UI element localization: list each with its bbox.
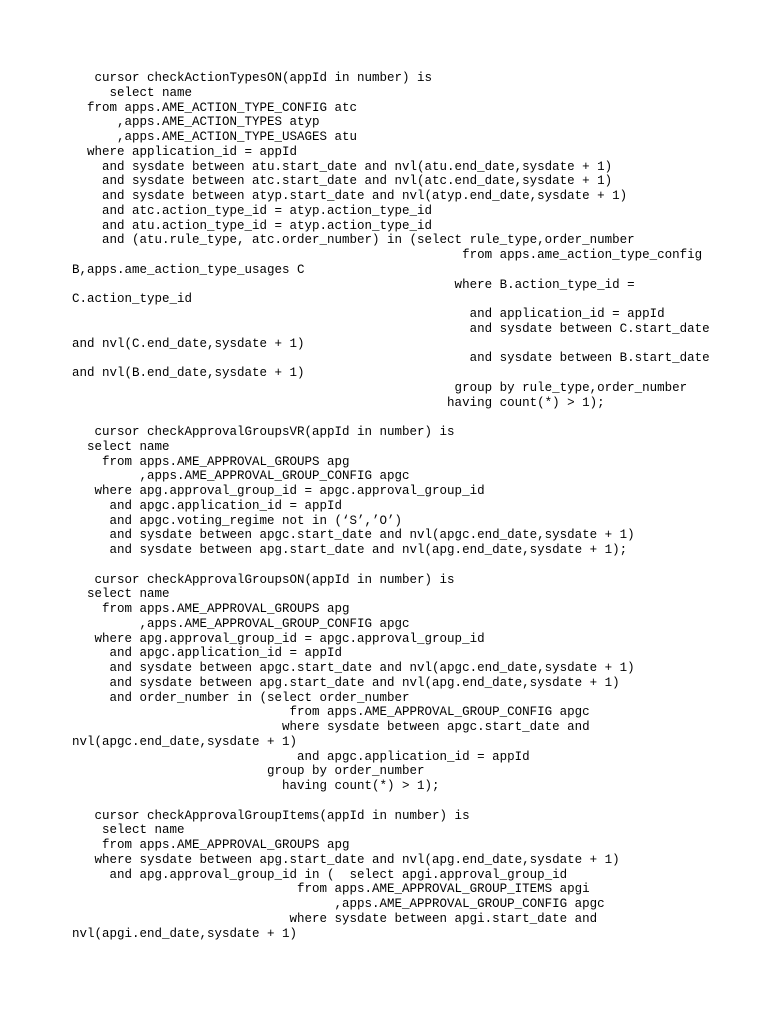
code-line: from apps.AME_ACTION_TYPE_CONFIG atc (72, 100, 358, 115)
code-line: having count(*) > 1); (72, 395, 605, 410)
code-line: ,apps.AME_APPROVAL_GROUP_CONFIG apgc (72, 897, 605, 911)
code-line: and sysdate between B.start_date (72, 351, 710, 366)
code-line: ,apps.AME_APPROVAL_GROUP_CONFIG apgc (72, 469, 410, 484)
code-line: and sysdate between apgc.start_date and nvl(apgc.end_date,sysdate + 1) (72, 528, 635, 543)
code-line: ,apps.AME_ACTION_TYPE_USAGES atu (72, 130, 358, 144)
code-line: and order_number in (select order_number (72, 690, 410, 705)
code-line: and apgc.application_id = appId (72, 749, 530, 764)
code-line: and apg.approval_group_id in ( select apgi.approval_group_id (72, 867, 568, 882)
code-line: and nvl(B.end_date,sysdate + 1) (72, 366, 305, 380)
code-line: where application_id = appId (72, 144, 298, 159)
code-line: where apg.approval_group_id = apgc.approval_group_id (72, 631, 485, 646)
code-line: and sysdate between apgc.start_date and nvl(apgc.end_date,sysdate + 1) (72, 661, 635, 675)
code-line: and sysdate between atc.start_date and nvl(atc.end_date,sysdate + 1) (72, 174, 613, 189)
code-line: and sysdate between C.start_date (72, 321, 710, 336)
code-line: group by rule_type,order_number (72, 380, 688, 395)
sql-code-block (72, 71, 752, 941)
code-line: and apgc.application_id = appId (72, 498, 343, 513)
code-line: and atc.action_type_id = atyp.action_type_id (72, 203, 433, 218)
code-line: having count(*) > 1); (72, 779, 440, 793)
code-line: where sysdate between apgi.start_date and (72, 911, 598, 926)
code-line: where sysdate between apgc.start_date and (72, 720, 590, 734)
code-line: nvl(apgc.end_date,sysdate + 1) (72, 734, 298, 749)
code-line: and atu.action_type_id = atyp.action_type_id (72, 218, 433, 233)
code-line: from apps.AME_APPROVAL_GROUP_CONFIG apgc (72, 705, 590, 720)
code-line: and sysdate between apg.start_date and nvl(apg.end_date,sysdate + 1) (72, 675, 620, 690)
code-line: where sysdate between apg.start_date and nvl(apg.end_date,sysdate + 1) (72, 852, 620, 867)
code-line: group by order_number (72, 764, 425, 779)
code-line: from apps.AME_APPROVAL_GROUPS apg (72, 838, 350, 852)
document-page (72, 71, 752, 941)
code-line: select name (72, 823, 185, 838)
code-line: where apg.approval_group_id = apgc.approval_group_id (72, 484, 485, 498)
code-line: cursor checkActionTypesON(appId in number) is (72, 71, 433, 85)
code-line: from apps.AME_APPROVAL_GROUPS apg (72, 602, 350, 616)
code-line: and nvl(C.end_date,sysdate + 1) (72, 336, 305, 351)
code-line: from apps.AME_APPROVAL_GROUPS apg (72, 454, 350, 469)
code-line: ,apps.AME_APPROVAL_GROUP_CONFIG apgc (72, 616, 410, 631)
code-line: ,apps.AME_ACTION_TYPES atyp (72, 115, 320, 130)
code-line: and apgc.application_id = appId (72, 646, 343, 661)
code-line: from apps.AME_APPROVAL_GROUP_ITEMS apgi (72, 882, 590, 897)
code-line: C.action_type_id (72, 292, 193, 307)
code-line: and sysdate between apg.start_date and nvl(apg.end_date,sysdate + 1); (72, 543, 628, 557)
code-line: cursor checkApprovalGroupItems(appId in number) is (72, 808, 470, 823)
code-line (72, 794, 752, 809)
code-line: and sysdate between atyp.start_date and nvl(atyp.end_date,sysdate + 1) (72, 189, 628, 203)
code-line: nvl(apgi.end_date,sysdate + 1) (72, 926, 298, 941)
code-line: select name (72, 439, 170, 454)
code-line: from apps.ame_action_type_config (72, 248, 703, 262)
code-line: select name (72, 587, 170, 602)
code-line: cursor checkApprovalGroupsON(appId in number) is (72, 572, 455, 587)
code-line: and sysdate between atu.start_date and nvl(atu.end_date,sysdate + 1) (72, 159, 613, 174)
code-line: where B.action_type_id = (72, 277, 635, 292)
code-line: and (atu.rule_type, atc.order_number) in (select rule_type,order_number (72, 233, 635, 248)
code-line: select name (72, 85, 193, 100)
code-line (72, 410, 752, 425)
code-line: cursor checkApprovalGroupsVR(appId in number) is (72, 425, 455, 439)
code-line (72, 558, 752, 573)
code-line: and apgc.voting_regime not in (‘S’,’O’) (72, 513, 403, 528)
code-line: and application_id = appId (72, 307, 665, 321)
code-line: B,apps.ame_action_type_usages C (72, 262, 305, 277)
